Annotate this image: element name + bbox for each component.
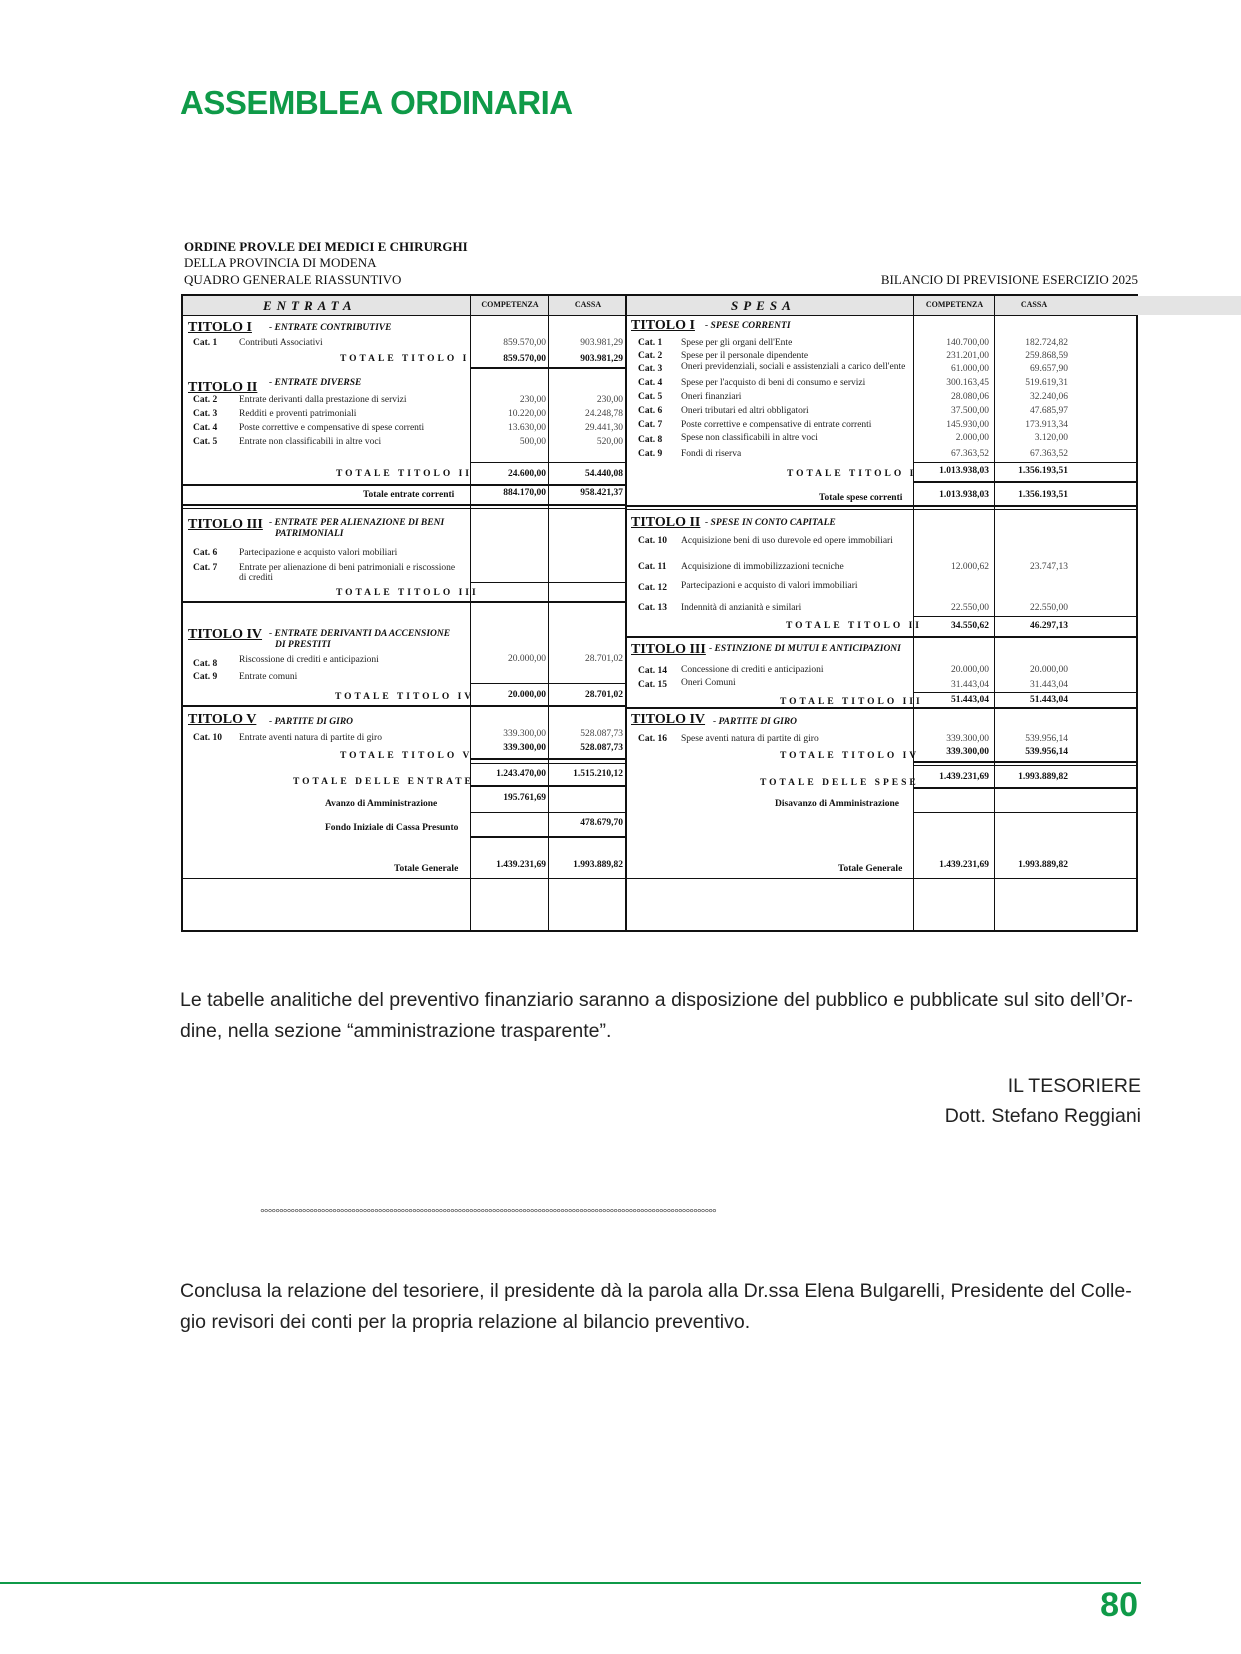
spesa-t3-total-label: TOTALE TITOLO III [780, 697, 923, 707]
row-comp: 67.363,52 [951, 449, 989, 459]
row-cassa: 20.000,00 [1030, 665, 1068, 675]
entrata-titolo-4: TITOLO IV [188, 627, 263, 642]
entrata-t4-total-comp: 20.000,00 [508, 690, 546, 700]
entrata-col-competenza: COMPETENZA [481, 300, 539, 309]
row-desc: Entrate derivanti dalla prestazione di servizi [239, 395, 407, 405]
paragraph-tabelle: Le tabelle analitiche del preventivo finanziario saranno a disposizione del pubblico e pubblicate sul sito dell’Or-dine, nella sezione “amministrazione trasparente”. [180, 989, 1133, 1042]
org-province: DELLA PROVINCIA DI MODENA [184, 255, 377, 270]
row-cat: Cat. 5 [193, 437, 218, 447]
row-desc: Entrate aventi natura di partite di giro [239, 733, 382, 743]
row-cat: Cat. 16 [638, 734, 668, 744]
row-desc: Oneri tributari ed altri obbligatori [681, 406, 809, 416]
entrata-titolo-3-sub2: PATRIMONIALI [275, 529, 344, 539]
row-comp: 13.630,00 [508, 423, 546, 433]
row-cassa: 47.685,97 [1030, 406, 1068, 416]
footer-rule [0, 1582, 1141, 1584]
fondo-label: Fondo Iniziale di Cassa Presunto [325, 823, 459, 833]
row-cassa: 22.550,00 [1030, 603, 1068, 613]
entrata-titolo-1-sub: - ENTRATE CONTRIBUTIVE [269, 323, 392, 333]
entrata-correnti-label: Totale entrate correnti [363, 490, 455, 500]
row-cat: Cat. 14 [638, 666, 668, 676]
entrata-titolo-4-sub2: DI PRESTITI [275, 640, 331, 650]
row-cat: Cat. 5 [638, 392, 663, 402]
budget-table [181, 294, 1138, 932]
entrata-label: ENTRATA [263, 298, 357, 313]
spesa-t4-total-comp: 339.300,00 [946, 747, 989, 757]
row-desc: Spese non classificabili in altre voci [681, 433, 818, 443]
row-cat: Cat. 3 [638, 364, 663, 374]
spesa-generale-comp: 1.439.231,69 [939, 860, 989, 870]
fondo-cassa: 478.679,70 [580, 818, 623, 828]
row-cat: Cat. 13 [638, 603, 668, 613]
row-cassa: 528.087,73 [580, 729, 623, 739]
entrata-correnti-comp: 884.170,00 [503, 488, 546, 498]
entrata-t5-total-label: TOTALE TITOLO V [340, 751, 473, 761]
spesa-col-competenza: COMPETENZA [925, 300, 984, 309]
spesa-correnti-comp: 1.013.938,03 [939, 490, 989, 500]
entrata-t4-total-label: TOTALE TITOLO IV [335, 692, 475, 702]
row-cassa: 173.913,34 [1025, 420, 1068, 430]
row-cat: Cat. 10 [638, 536, 668, 546]
row-comp: 231.201,00 [946, 351, 989, 361]
entrata-total-cassa: 1.515.210,12 [573, 769, 623, 779]
spesa-t2-total-cassa: 46.297,13 [1030, 621, 1068, 631]
row-cassa: 32.240,06 [1030, 392, 1068, 402]
entrata-titolo-3-sub: - ENTRATE PER ALIENAZIONE DI BENI [269, 518, 445, 528]
signature-name: Dott. Stefano Reggiani [944, 1105, 1141, 1127]
row-desc: Entrate non classificabili in altre voci [239, 437, 382, 447]
spesa-t4-total-label: TOTALE TITOLO IV [780, 751, 920, 761]
row-comp: 230,00 [519, 395, 546, 405]
row-cat: Cat. 6 [193, 548, 218, 558]
spesa-t1-total-cassa: 1.356.193,51 [1018, 466, 1068, 476]
row-cassa: 31.443,04 [1030, 680, 1068, 690]
entrata-total-label: TOTALE DELLE ENTRATE [293, 777, 474, 787]
row-comp: 500,00 [519, 437, 546, 447]
avanzo-comp: 195.761,69 [503, 793, 546, 803]
row-desc: Oneri Comuni [681, 678, 736, 688]
row-desc: Riscossione di crediti e anticipazioni [239, 655, 379, 665]
row-desc: Fondi di riserva [681, 449, 742, 459]
row-comp: 20.000,00 [951, 665, 989, 675]
row-cat: Cat. 3 [193, 409, 218, 419]
entrata-titolo-1: TITOLO I [188, 320, 252, 335]
row-cat: Cat. 4 [193, 423, 218, 433]
entrata-titolo-3: TITOLO III [188, 517, 263, 532]
page-number: 80 [1100, 1586, 1138, 1624]
row-desc: Acquisizione beni di uso durevole ed opere immobiliari [681, 536, 893, 546]
spesa-titolo-3: TITOLO III [631, 642, 706, 657]
disavanzo-label: Disavanzo di Amministrazione [775, 799, 900, 809]
entrata-generale-comp: 1.439.231,69 [496, 860, 546, 870]
row-desc: Entrate per alienazione di beni patrimoniali e riscossione [239, 563, 456, 573]
row-cassa: 230,00 [596, 395, 623, 405]
row-comp: 20.000,00 [508, 654, 546, 664]
row-comp: 339.300,00 [946, 734, 989, 744]
row-desc: Concessione di crediti e anticipazioni [681, 665, 824, 675]
spesa-correnti-cassa: 1.356.193,51 [1018, 490, 1068, 500]
row-cassa: 24.248,78 [585, 409, 623, 419]
row-cassa: 69.657,90 [1030, 364, 1068, 374]
row-comp: 10.220,00 [508, 409, 546, 419]
org-name: ORDINE PROV.LE DEI MEDICI E CHIRURGHI [184, 239, 468, 254]
spesa-t2-total-comp: 34.550,62 [951, 621, 989, 631]
row-desc: Poste correttive e compensative di spese correnti [239, 423, 425, 433]
page-heading: ASSEMBLEA ORDINARIA [180, 84, 573, 121]
row-comp: 61.000,00 [951, 364, 989, 374]
entrata-titolo-5: TITOLO V [188, 712, 257, 727]
row-cassa: 519.619,31 [1025, 378, 1068, 388]
spesa-total-cassa: 1.993.889,82 [1018, 772, 1068, 782]
row-cat: Cat. 1 [638, 338, 663, 348]
separator-dots: °°°°°°°°°°°°°°°°°°°°°°°°°°°°°°°°°°°°°°°°°°°°°°°°°°°°°°°°°°°°°°°°°°°°°°°°°°°°°°°°°°°°°°°°°°°°°°°°°°°°°°°°°°°°°°°°°°°°°°°° [260, 1206, 716, 1220]
entrata-t5-total-cassa: 528.087,73 [580, 743, 623, 753]
avanzo-label: Avanzo di Amministrazione [325, 799, 438, 809]
row-cat: Cat. 6 [638, 406, 663, 416]
spesa-generale-cassa: 1.993.889,82 [1018, 860, 1068, 870]
entrata-t2-total-comp: 24.600,00 [508, 469, 546, 479]
row-cat: Cat. 8 [638, 435, 663, 445]
row-desc: Oneri previdenziali, sociali e assistenziali a carico dell'ente [681, 362, 906, 372]
row-comp: 31.443,04 [951, 680, 989, 690]
spesa-t1-total-comp: 1.013.938,03 [939, 466, 989, 476]
row-cassa: 23.747,13 [1030, 562, 1068, 572]
spesa-total-label: TOTALE DELLE SPESE [760, 778, 919, 788]
entrata-generale-cassa: 1.993.889,82 [573, 860, 623, 870]
row-comp: 2.000,00 [955, 433, 989, 443]
spesa-titolo-2-sub: - SPESE IN CONTO CAPITALE [705, 518, 836, 528]
entrata-col-cassa: CASSA [574, 300, 602, 309]
spesa-titolo-4: TITOLO IV [631, 712, 706, 727]
spesa-total-comp: 1.439.231,69 [939, 772, 989, 782]
spesa-titolo-2: TITOLO II [631, 515, 701, 530]
row-desc: Spese per gli organi dell'Ente [681, 338, 793, 348]
row-cassa: 903.981,29 [580, 338, 623, 348]
row-cat: Cat. 7 [638, 420, 663, 430]
row-cassa: 259.868,59 [1025, 351, 1068, 361]
entrata-t1-total-label: TOTALE TITOLO I [340, 354, 470, 364]
entrata-t2-total-label: TOTALE TITOLO II [336, 469, 473, 479]
row-cassa: 520,00 [596, 437, 623, 447]
row-comp: 22.550,00 [951, 603, 989, 613]
row-desc: Partecipazione e acquisto valori mobiliari [239, 548, 398, 558]
row-cat: Cat. 4 [638, 378, 663, 388]
paragraph-conclusa: Conclusa la relazione del tesoriere, il presidente dà la parola alla Dr.ssa Elena Bulgarelli, Presidente del Colle-gio revisori dei conti per la propria relazione al bilancio preventivo. [180, 1280, 1132, 1333]
spesa-generale-label: Totale Generale [838, 864, 903, 874]
row-cassa: 539.956,14 [1025, 734, 1068, 744]
row-cat: Cat. 11 [638, 562, 667, 572]
row-desc: Spese aventi natura di partite di giro [681, 734, 819, 744]
row-cassa: 3.120,00 [1034, 433, 1068, 443]
row-desc: Acquisizione di immobilizzazioni tecniche [681, 562, 844, 572]
row-comp: 140.700,00 [946, 338, 989, 348]
entrata-titolo-2: TITOLO II [188, 380, 258, 395]
row-desc: Partecipazioni e acquisto di valori immobiliari [681, 581, 858, 591]
row-desc: Contributi Associativi [239, 338, 323, 348]
row-cat: Cat. 15 [638, 680, 668, 690]
sheet-subtitle: QUADRO GENERALE RIASSUNTIVO [184, 272, 402, 287]
row-cassa: 182.724,82 [1025, 338, 1068, 348]
entrata-t1-total-comp: 859.570,00 [503, 354, 546, 364]
spesa-titolo-1-sub: - SPESE CORRENTI [705, 321, 791, 331]
entrata-titolo-5-sub: - PARTITE DI GIRO [269, 717, 354, 727]
row-cat: Cat. 1 [193, 338, 218, 348]
spesa-t3-total-cassa: 51.443,04 [1030, 695, 1068, 705]
entrata-t1-total-cassa: 903.981,29 [580, 354, 623, 364]
row-comp: 37.500,00 [951, 406, 989, 416]
entrata-correnti-cassa: 958.421,37 [580, 488, 623, 498]
row-comp: 859.570,00 [503, 338, 546, 348]
row-comp: 28.080,06 [951, 392, 989, 402]
spesa-t2-total-label: TOTALE TITOLO II [786, 621, 923, 631]
signature-role: IL TESORIERE [1007, 1075, 1141, 1097]
row-cat: Cat. 2 [638, 351, 663, 361]
row-comp: 12.000,62 [951, 562, 989, 572]
row-cat: Cat. 8 [193, 659, 218, 669]
row-comp: 339.300,00 [503, 729, 546, 739]
row-desc: Indennità di anzianità e similari [681, 603, 802, 613]
row-cassa: 67.363,52 [1030, 449, 1068, 459]
entrata-t4-total-cassa: 28.701,02 [585, 690, 623, 700]
spesa-t1-total-label: TOTALE TITOLO I [787, 469, 917, 479]
spesa-col-cassa: CASSA [1020, 300, 1048, 309]
row-desc: Redditi e proventi patrimoniali [239, 409, 357, 419]
row-desc: di crediti [239, 573, 274, 583]
spesa-t3-total-comp: 51.443,04 [951, 695, 989, 705]
row-desc: Oneri finanziari [681, 392, 742, 402]
spesa-titolo-3-sub: - ESTINZIONE DI MUTUI E ANTICIPAZIONI [709, 644, 901, 654]
row-cat: Cat. 12 [638, 583, 668, 593]
entrata-t5-total-comp: 339.300,00 [503, 743, 546, 753]
entrata-t3-total-label: TOTALE TITOLO III [336, 588, 479, 598]
row-cassa: 28.701,02 [585, 654, 623, 664]
spesa-titolo-4-sub: - PARTITE DI GIRO [713, 717, 798, 727]
entrata-t2-total-cassa: 54.440,08 [585, 469, 623, 479]
entrata-titolo-4-sub: - ENTRATE DERIVANTI DA ACCENSIONE [269, 629, 451, 639]
bilancio-title: BILANCIO DI PREVISIONE ESERCIZIO 2025 [880, 272, 1138, 287]
row-cat: Cat. 9 [638, 449, 663, 459]
row-cat: Cat. 7 [193, 563, 218, 573]
row-comp: 300.163,45 [946, 378, 989, 388]
row-desc: Entrate comuni [239, 672, 298, 682]
row-cassa: 29.441,30 [585, 423, 623, 433]
row-cat: Cat. 9 [193, 672, 218, 682]
row-cat: Cat. 2 [193, 395, 218, 405]
spesa-t4-total-cassa: 539.956,14 [1025, 747, 1068, 757]
spesa-label: SPESA [731, 298, 796, 313]
entrata-titolo-2-sub: - ENTRATE DIVERSE [269, 378, 362, 388]
row-comp: 145.930,00 [946, 420, 989, 430]
spesa-titolo-1: TITOLO I [631, 318, 695, 333]
row-cat: Cat. 10 [193, 733, 223, 743]
entrata-total-comp: 1.243.470,00 [496, 769, 546, 779]
entrata-generale-label: Totale Generale [394, 864, 459, 874]
row-desc: Spese per il personale dipendente [681, 351, 809, 361]
spesa-correnti-label: Totale spese correnti [819, 493, 903, 503]
row-desc: Poste correttive e compensative di entrate correnti [681, 420, 872, 430]
row-desc: Spese per l'acquisto di beni di consumo e servizi [681, 378, 866, 388]
